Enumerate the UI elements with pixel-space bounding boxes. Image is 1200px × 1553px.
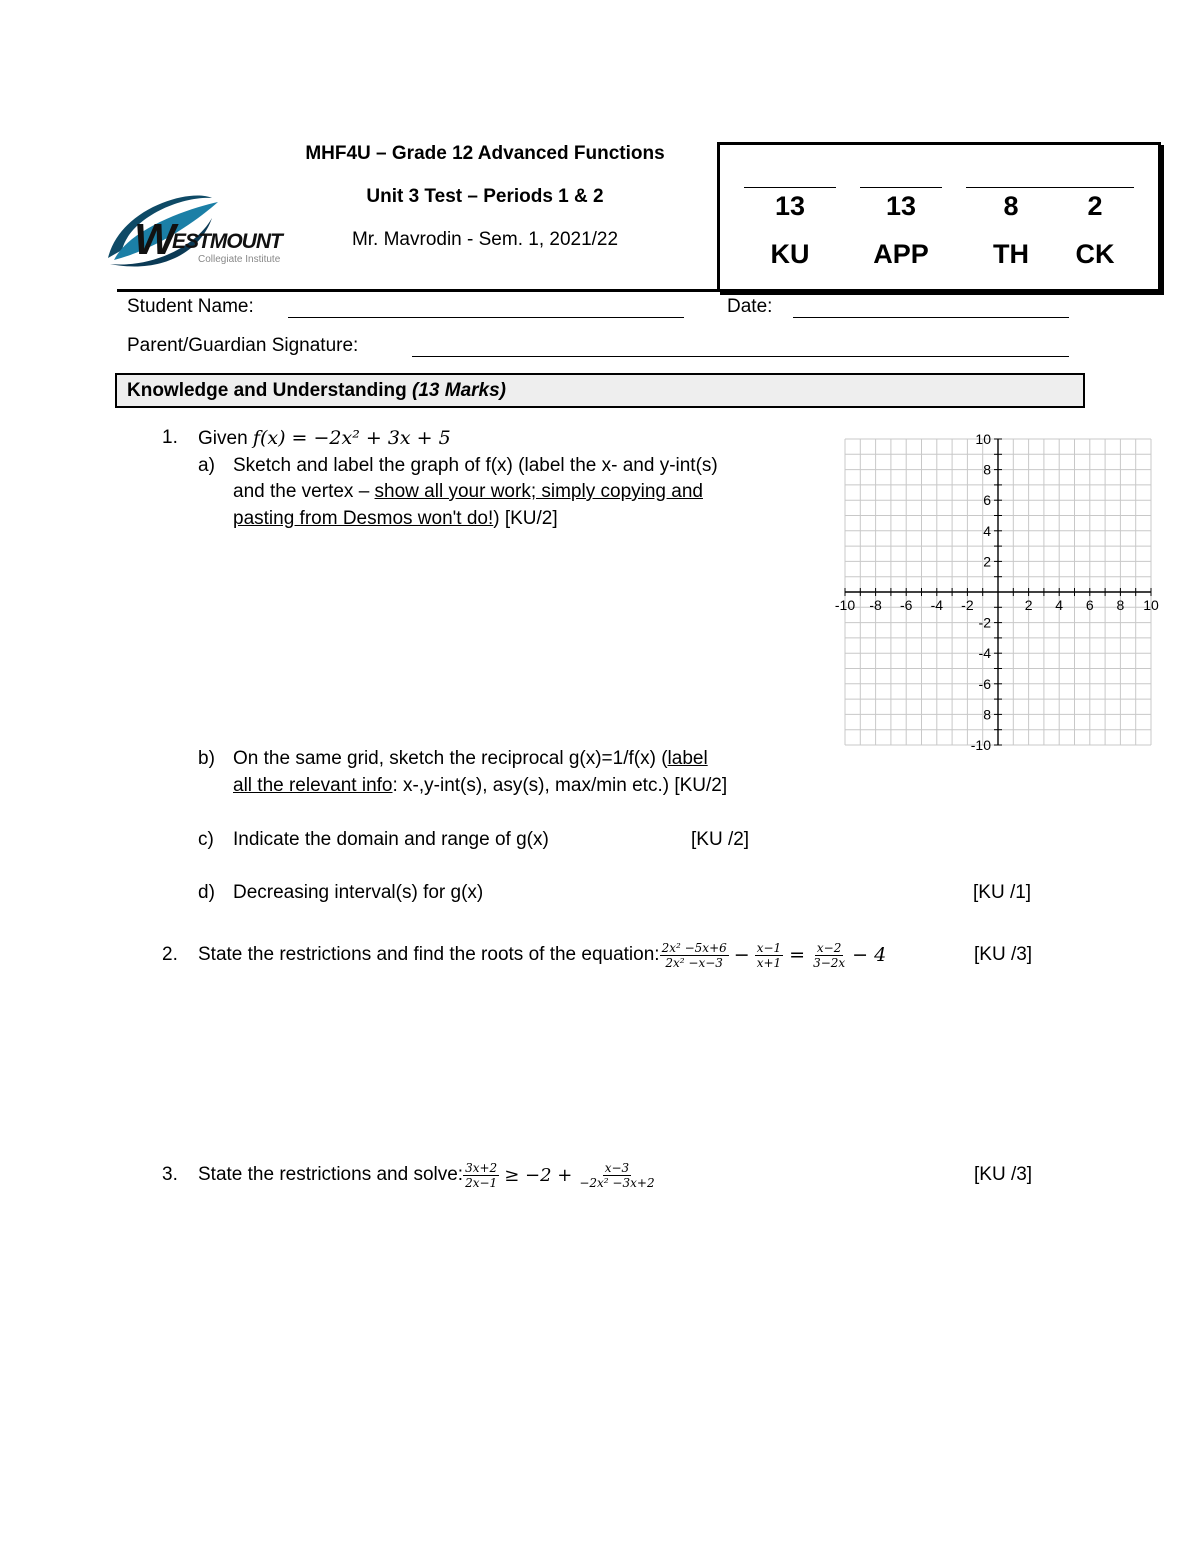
q1-given: Given f(x) = −2x² + 3x + 5 [198,427,451,449]
y-tick-label: 8 [983,461,991,478]
q3-fraction-1: $\frac{3x+2}{2x-1}$ [465,1160,498,1190]
q3-marks: [KU /3] [974,1164,1033,1185]
q2-fraction-3: $\frac{x-2}{3-2x}$ [813,940,846,970]
score-ku-total: 13 [774,191,806,221]
course-title: MHF4U – Grade 12 Advanced Functions [305,143,665,164]
teacher-line: Mr. Mavrodin - Sem. 1, 2021/22 [351,229,619,250]
score-th-label: TH [993,239,1029,269]
q2-fraction-1: $\frac{\text{2x² −5x+6}}{\text{2x² −x−3}}$ [661,940,727,970]
x-tick-label: -2 [961,597,974,613]
x-tick-label: 4 [1055,597,1064,613]
section-title: Knowledge and Understanding [127,380,413,401]
q3-number: 3. [162,1164,178,1185]
y-tick-label: -4 [978,645,991,662]
q1c-marks: [KU /2] [691,829,750,850]
y-tick-label: -2 [978,614,991,631]
y-tick-label: -6 [978,675,991,692]
x-tick-label: -10 [834,597,856,613]
section-heading [115,373,1085,408]
y-tick-label: -10 [970,737,991,753]
q1b-line2: all the relevant info: x-,y-int(s), asy(s), max/min etc.) [KU/2] [233,775,728,796]
student-name-line[interactable] [288,317,684,318]
q3-fraction-2: $\frac{x-3}{\text{−2x² −3x+2}}$ [579,1160,655,1190]
q2-fraction-2: $\frac{x-1}{x+1}$ [756,940,782,970]
score-ck-label: CK [1075,239,1115,269]
x-tick-label: 6 [1085,597,1094,613]
y-tick-label: 8 [983,706,991,723]
y-tick-label: 4 [983,522,991,539]
y-tick-label: 6 [983,492,991,509]
q1d-marks: [KU /1] [973,882,1032,903]
q2-marks: [KU /3] [974,944,1033,965]
q2-number: 2. [162,944,178,965]
test-title: Unit 3 Test – Periods 1 & 2 [366,186,604,207]
q1c-label: c) [198,829,214,850]
score-ku-label: KU [770,239,810,269]
x-tick-label: 2 [1024,597,1033,613]
q1b-label: b) [198,748,215,769]
section-marks: (13 Marks) [412,380,507,401]
q1a-label: a) [198,455,215,476]
school-logo [100,188,300,278]
score-app-total: 13 [885,191,917,221]
x-tick-label: -6 [899,597,913,613]
q1a-line3: pasting from Desmos won't do!) [KU/2] [233,508,558,529]
q3-text: State the restrictions and solve: $\frac{3x+2}{2x-1}$ ≥ −2 + $\frac{x-3}{\text{−2x² −3x+2}}$ [198,1160,655,1190]
q1c-text: Indicate the domain and range of g(x) [233,829,549,850]
q1-function: f(x) = −2x² + 3x + 5 [252,427,451,449]
x-tick-label: 8 [1116,597,1125,613]
q1-number: 1. [162,427,178,448]
q1a-line2: and the vertex – show all your work; simply copying and [233,481,703,502]
q1d-text: Decreasing interval(s) for g(x) [233,882,484,903]
x-tick-label: -8 [869,597,882,613]
svg-text:W: W [134,215,176,264]
header-divider [117,289,1144,292]
date-label: Date: [727,296,773,317]
q1b-line1: On the same grid, sketch the reciprocal g(x)=1/f(x) (label [233,748,708,769]
date-line[interactable] [793,317,1069,318]
x-tick-label: 10 [1143,597,1159,613]
signature-label: Parent/Guardian Signature: [127,335,359,356]
signature-line[interactable] [412,356,1069,357]
logo-subtext: Collegiate Institute [198,254,281,265]
q1a-line1: Sketch and label the graph of f(x) (label the x- and y-int(s) [233,455,718,476]
score-app-label: APP [873,239,929,269]
student-name-label: Student Name: [127,296,254,317]
x-tick-label: -4 [930,597,944,613]
y-tick-label: 10 [975,431,991,447]
logo-text: ESTMOUNT [172,230,282,253]
q2-text: State the restrictions and find the roots of the equation: $\frac{\text{2x² −5x+6}}{\text{2x² −x−3}}$ − $\frac{x-1}{x+1}$ = $\frac{x-2}{3-2x}$ − 4 [198,940,887,970]
score-box [717,142,1161,292]
y-tick-label: 2 [983,553,991,570]
coordinate-grid[interactable] [830,428,1160,758]
q1d-label: d) [198,882,215,903]
score-th-total: 8 [1003,191,1019,221]
score-ck-total: 2 [1087,191,1103,221]
